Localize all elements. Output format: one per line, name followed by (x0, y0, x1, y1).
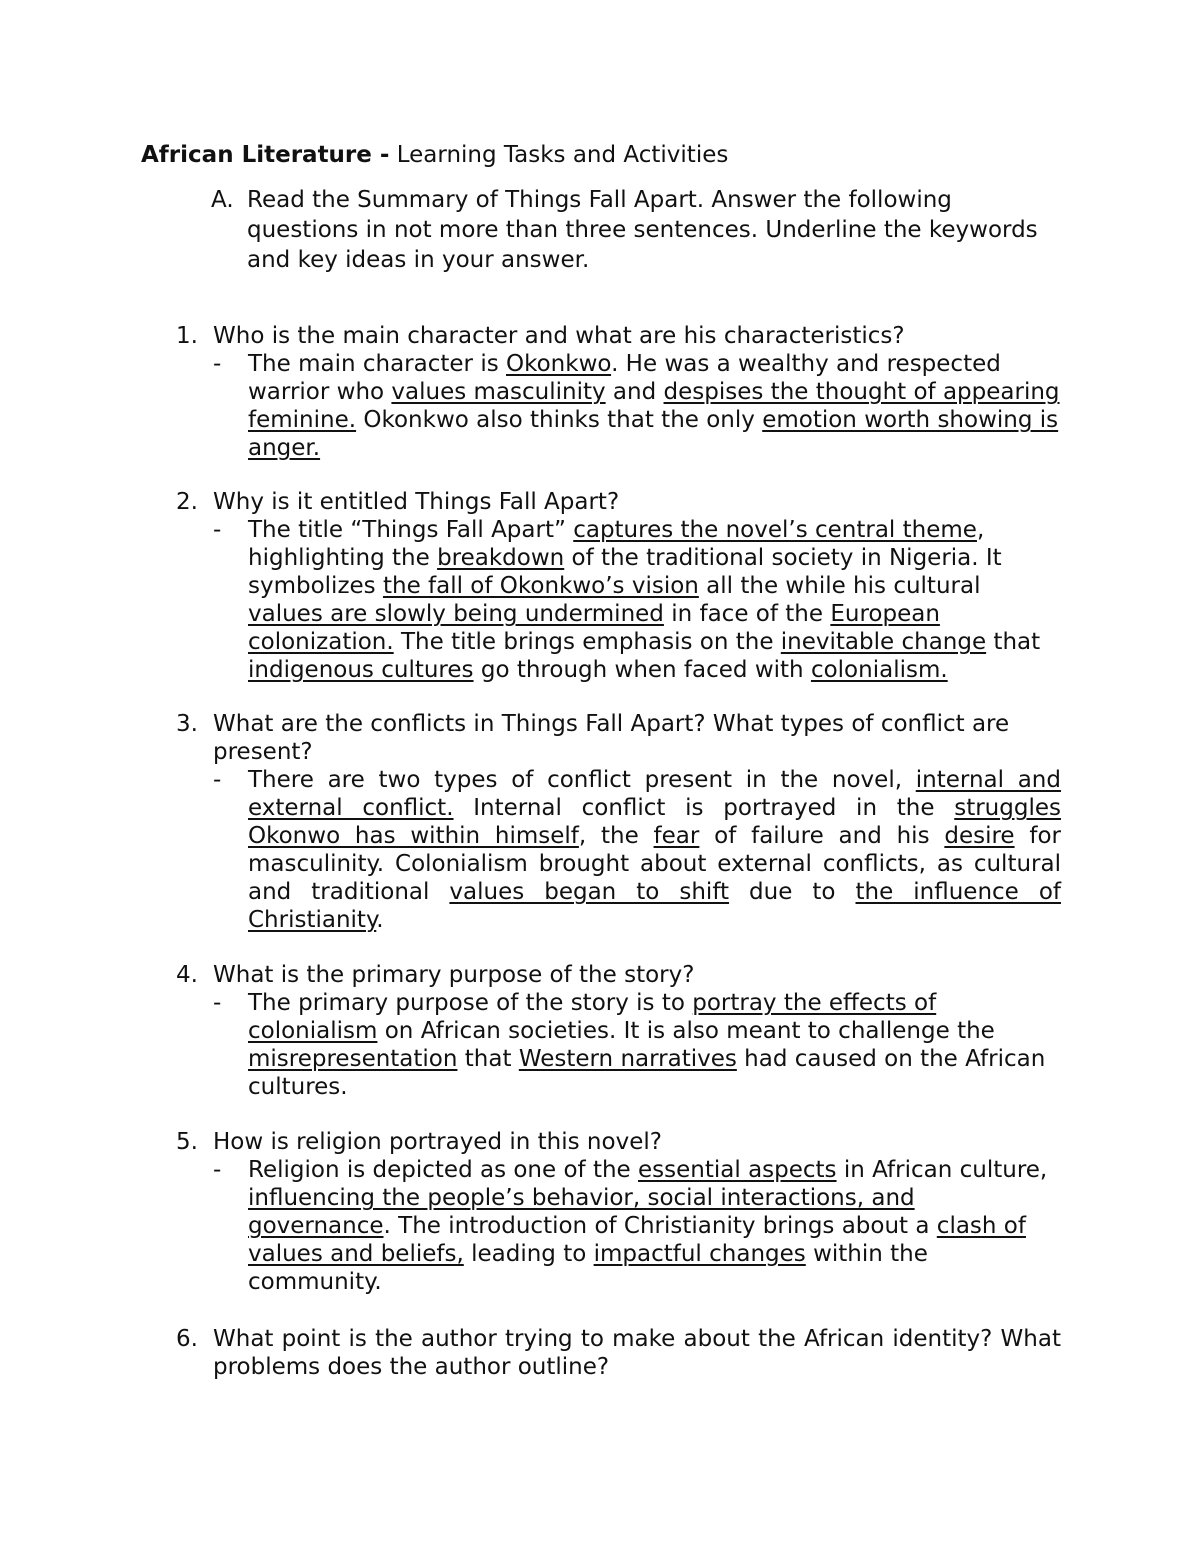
answer-segment: Okonkwo also thinks that the only (356, 407, 763, 433)
answer-text (248, 766, 1061, 934)
underlined-keyword: the influence of Christianity (248, 879, 1061, 933)
question-text: What is the primary purpose of the story? (213, 962, 695, 988)
underlined-keyword: essential aspects (638, 1157, 837, 1183)
answer-dash: - (213, 990, 222, 1016)
question-number: 5. (176, 1129, 198, 1155)
underlined-keyword: indigenous cultures (248, 657, 474, 683)
answer-text (248, 1156, 1061, 1296)
underlined-keyword: Western narratives (518, 1046, 737, 1072)
underlined-keyword: internal and external conflict. (248, 767, 1061, 821)
answer-text (248, 989, 1061, 1101)
question-text: What are the conflicts in Things Fall Apart? What types of conflict are present? (213, 711, 1010, 765)
instruction-marker: A. (211, 187, 234, 213)
question-number: 2. (176, 489, 198, 515)
question-number: 1. (176, 323, 198, 349)
answer-segment: due to (729, 879, 856, 905)
answer-segment: The title brings emphasis on the (393, 629, 781, 655)
underlined-keyword: misrepresentation (248, 1046, 458, 1072)
underlined-keyword: breakdown (437, 545, 565, 571)
underlined-keyword: clash of values and beliefs, (248, 1213, 1026, 1267)
question-number: 3. (176, 711, 198, 737)
instruction-text: Read the Summary of Things Fall Apart. Answer the following questions in not more than three sentences. Underline the keywords and key ideas in your answer. (247, 187, 1038, 273)
answer-segment: , the (578, 823, 654, 849)
instruction-a (211, 185, 1061, 275)
question-2 (176, 488, 1061, 684)
underlined-keyword: influencing the people’s behavior, social interactions, and governance (248, 1185, 915, 1239)
underlined-keyword: values are slowly being undermined (248, 601, 664, 627)
answer (213, 989, 1061, 1101)
answer-segment: had caused on the African cultures. (248, 1046, 1046, 1100)
answer-segment: There are two types of conflict present in the novel, (248, 767, 916, 793)
underlined-keyword: captures the novel’s central theme (573, 517, 977, 543)
answer-segment: . The introduction of Christianity brings about a (383, 1213, 937, 1239)
answer-segment: Internal conflict is portrayed in the (453, 795, 955, 821)
answer-segment: that (986, 629, 1041, 655)
question-number: 6. (176, 1326, 198, 1352)
answer-text (248, 516, 1061, 684)
question-number: 4. (176, 962, 198, 988)
answer-segment: Religion is depicted as one of the (248, 1157, 639, 1183)
answer (213, 350, 1061, 462)
underlined-keyword: struggles Okonwo has within himself (248, 795, 1061, 849)
answer-text (248, 350, 1061, 462)
answer-segment: in African culture, (836, 1157, 1048, 1183)
underlined-keyword: the fall of Okonkwo’s vision (382, 573, 699, 599)
underlined-keyword: values masculinity (391, 379, 606, 405)
answer (213, 766, 1061, 934)
answer-segment: of failure and his (699, 823, 945, 849)
answer-dash: - (213, 517, 222, 543)
underlined-keyword: emotion worth showing is anger. (248, 407, 1059, 461)
question-1 (176, 322, 1061, 462)
answer-segment: The main character is (248, 351, 506, 377)
question-text: Who is the main character and what are his characteristics? (213, 323, 905, 349)
question-text: How is religion portrayed in this novel? (213, 1129, 662, 1155)
underlined-keyword: portray the effects of colonialism (248, 990, 937, 1044)
answer-dash: - (213, 1157, 222, 1183)
answer-segment: The title “Things Fall Apart” (248, 517, 574, 543)
question-4 (176, 961, 1061, 1101)
underlined-keyword: fear (653, 823, 700, 849)
answer-segment: leading to (463, 1241, 594, 1267)
answer-segment: and (605, 379, 664, 405)
answer-segment: on African societies. It is also meant to challenge the (377, 1018, 995, 1044)
answer-segment: . (376, 907, 384, 933)
answer-dash: - (213, 767, 222, 793)
answer-segment: that (457, 1046, 519, 1072)
underlined-keyword: desire (944, 823, 1015, 849)
underlined-keyword: values began to shift (449, 879, 730, 905)
answer-segment: go through when faced with (473, 657, 811, 683)
answer-dash: - (213, 351, 222, 377)
question-5 (176, 1128, 1061, 1296)
answer-segment: within the community. (248, 1241, 928, 1295)
question-6 (176, 1325, 1061, 1381)
document-title (141, 138, 728, 172)
answer-segment: in face of the (663, 601, 831, 627)
underlined-keyword: Okonkwo (506, 351, 612, 377)
answer-segment: . He was a wealthy and respected warrior who (248, 351, 1001, 405)
underlined-keyword: European colonization. (248, 601, 940, 655)
question-text: Why is it entitled Things Fall Apart? (213, 489, 620, 515)
underlined-keyword: impactful changes (593, 1241, 806, 1267)
title-rest: Learning Tasks and Activities (389, 142, 729, 168)
title-bold: African Literature - (141, 142, 390, 168)
underlined-keyword: colonialism. (810, 657, 948, 683)
question-text: What point is the author trying to make about the African identity? What problems does the author outline? (213, 1326, 1061, 1380)
answer (213, 516, 1061, 684)
underlined-keyword: inevitable change (780, 629, 987, 655)
answer (213, 1156, 1061, 1296)
answer-segment: The primary purpose of the story is to (248, 990, 693, 1016)
question-3 (176, 710, 1061, 934)
underlined-keyword: despises the thought of appearing feminine. (248, 379, 1060, 433)
answer-segment: all the while his cultural (698, 573, 981, 599)
answer-segment: , highlighting the (248, 517, 985, 571)
answer-segment: of the traditional society in Nigeria. It symbolizes (248, 545, 1002, 599)
answer-segment: for masculinity. Colonialism brought about external conflicts, as cultural and traditional (248, 823, 1061, 905)
